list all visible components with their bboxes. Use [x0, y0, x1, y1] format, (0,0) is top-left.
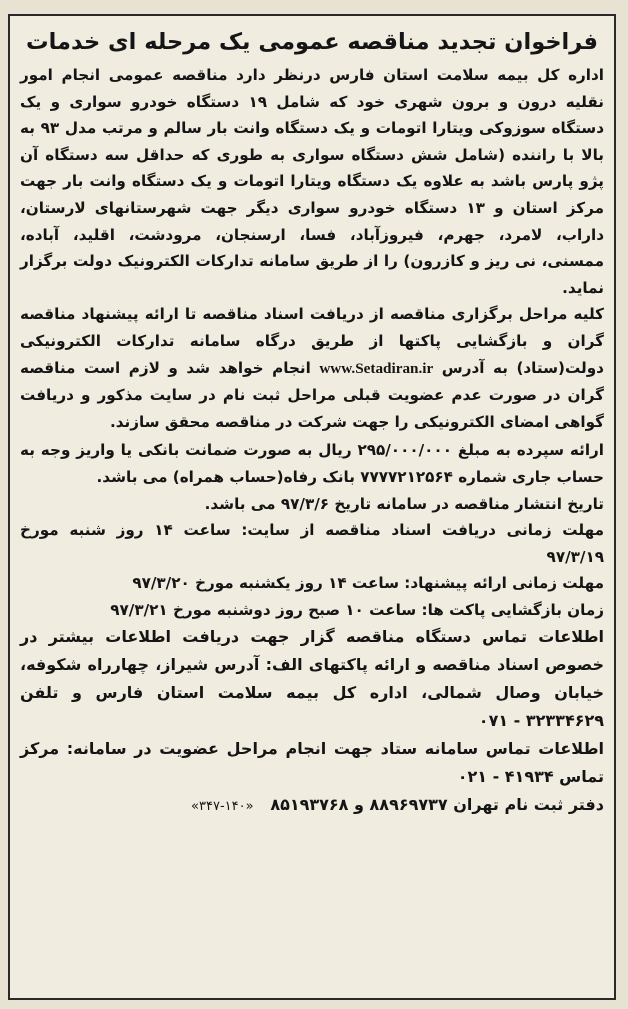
- website-link[interactable]: www.Setadiran.ir: [319, 359, 434, 377]
- process-paragraph: [20, 301, 604, 435]
- notice-code: «۱۴۰-۳۴۷»: [191, 799, 254, 815]
- docs-deadline: مهلت زمانی دریافت اسناد مناقصه از سایت: ساعت ۱۴ روز شنبه مورخ ۹۷/۳/۱۹: [20, 521, 604, 566]
- deposit-paragraph: ارائه سپرده به مبلغ ۲۹۵/۰۰۰/۰۰۰ ریال به صورت ضمانت بانکی یا واریز وجه به حساب جاری شماره ۷۷۷۷۲۱۲۵۶۴ بانک رفاه(حساب همراه) می باشد.: [20, 441, 604, 486]
- notice-title: فراخوان تجدید مناقصه عمومی یک مرحله ای خدمات: [26, 29, 598, 55]
- publish-date: تاریخ انتشار مناقصه در سامانه تاریخ ۹۷/۳/۶ می باشد.: [204, 494, 604, 513]
- intro-paragraph: اداره کل بیمه سلامت استان فارس درنظر دارد مناقصه عمومی انجام امور نقلیه درون و برون شهری خود که شامل ۱۹ دستگاه خودرو سواری و یک دستگاه سوزوکی ویتارا اتومات و یک دستگاه وانت بار سالم و مرتب مدل ۹۳ به بالا با راننده (شامل شش دستگاه سواری به طوری که حداقل سه دستگاه آن پژو پارس باشد به علاوه یک دستگاه ویتارا اتومات و یک دستگاه وانت بار جهت مرکز استان و ۱۳ دستگاه خودرو سواری دیگر جهت شهرستانهای لارستان، داراب، لامرد، جهرم، فیروزآباد، فسا، ارسنجان، مرودشت، اقلید، آباده، ممسنی، نی ریز و کازرون) را از طریق سامانه تدارکات الکترونیک دولت برگزار نماید.: [20, 66, 605, 297]
- bid-deadline: مهلت زمانی ارائه پیشنهاد: ساعت ۱۴ روز یکشنبه مورخ ۹۷/۳/۲۰: [132, 574, 604, 593]
- contact-organization: اطلاعات تماس دستگاه مناقصه گزار جهت دریافت اطلاعات بیشتر در خصوص اسناد مناقصه و ارائه پاکتهای الف: آدرس شیراز، چهارراه شکوفه، خیابان وصال شمالی، اداره کل بیمه سلامت استان فارس و تلفن ۳۲۳۳۴۶۲۹ - ۰۷۱: [20, 627, 604, 731]
- process-text-after: انجام خواهد شد و لازم است مناقصه گران در صورت عدم عضویت قبلی مراحل ثبت نام در سایت مذکور و دریافت گواهی امضای الکترونیکی را جهت شرکت در مناقصه محقق سازند.: [20, 358, 604, 431]
- tehran-office: [20, 791, 604, 821]
- tehran-office-text: دفتر ثبت نام تهران ۸۸۹۶۹۷۳۷ و ۸۵۱۹۳۷۶۸: [270, 795, 604, 815]
- opening-time: زمان بازگشایی پاکت ها: ساعت ۱۰ صبح روز دوشنبه مورخ ۹۷/۳/۲۱: [110, 600, 604, 619]
- process-text-before: کلیه مراحل برگزاری مناقصه از دریافت اسناد مناقصه تا ارائه پیشنهاد مناقصه گران و بازگشایی پاکتها از طریق درگاه سامانه تدارکات الکترونیکی دولت(ستاد) به آدرس: [20, 305, 604, 377]
- notice-content: [20, 24, 604, 990]
- contact-setad: اطلاعات تماس سامانه ستاد جهت انجام مراحل عضویت در سامانه: مرکز تماس ۴۱۹۳۴ - ۰۲۱: [20, 739, 604, 787]
- notice-frame: [8, 14, 616, 1000]
